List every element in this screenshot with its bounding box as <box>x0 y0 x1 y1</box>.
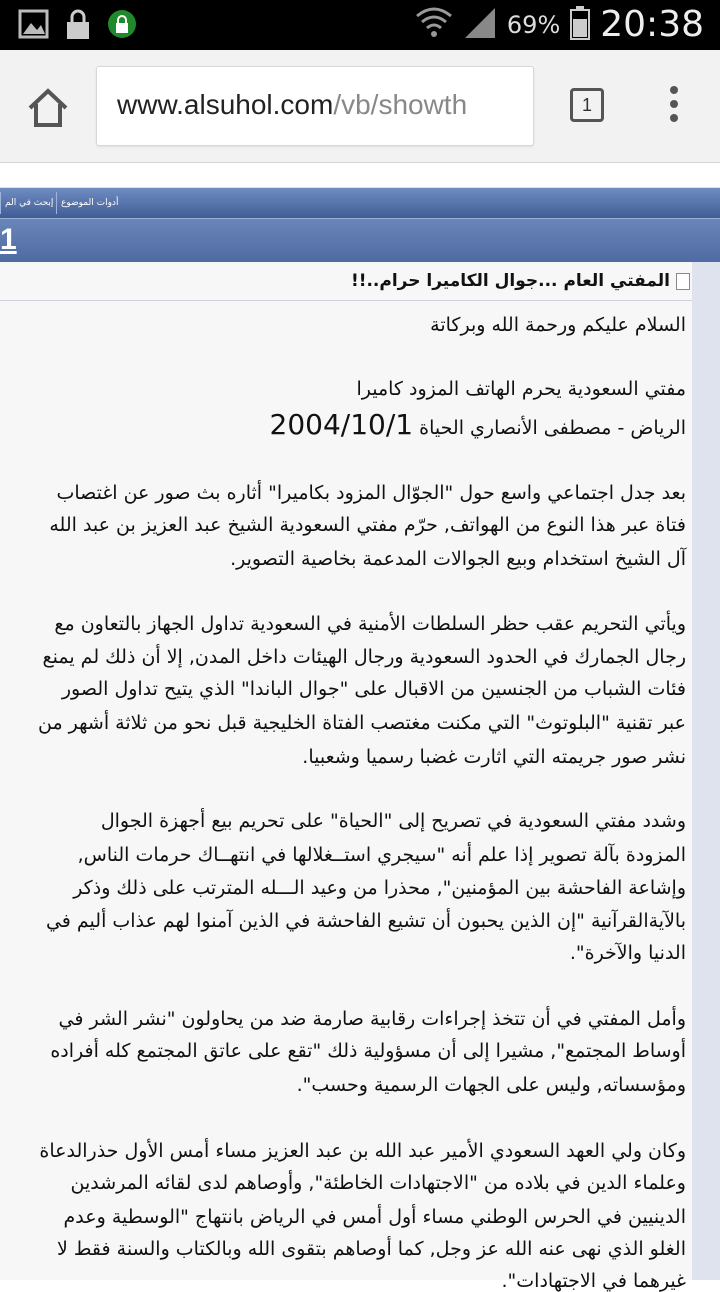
body-line: المزودة بآلة تصوير إذا علم أنه "سيجري استــغلالها في انتهــاك حرمات الناس, <box>77 844 686 866</box>
post-body <box>0 262 692 1292</box>
headline: مفتي السعودية يحرم الهاتف المزود كاميرا <box>356 378 686 400</box>
body-line: وشدد مفتي السعودية في تصريح إلى "الحياة" على تحريم بيع أجهزة الجوال <box>100 810 686 832</box>
body-line: فتاة عبر هذا النوع من الهواتف, حرّم مفتي السعودية الشيخ عبد العزيز بن عبد الله <box>49 514 686 536</box>
body-line: أوساط المجتمع", مشيرا إلى أن مسؤولية ذلك "تقع على عاتق المجتمع كله أفراده <box>50 1040 686 1062</box>
body-line: عبر تقنية "البلوتوث" التي مكنت مغتصب الفتاة الخليجية قبل نحو من ثلاثة أشهر من <box>38 712 686 734</box>
wifi-icon <box>415 6 453 44</box>
body-line: نشر صور جريمته التي اثارت غضبا رسميا وشعبيا. <box>302 746 686 768</box>
body-line: رجال الجمارك في الحدود السعودية ورجال الهيئات داخل المدن, إلا أن ذلك لم يمنع <box>42 646 686 668</box>
body-line: الدينيين في الحرس الوطني مساء أول أمس في الرياض بانتهاج "الوسطية وعدم <box>63 1206 686 1228</box>
battery-icon <box>570 6 590 44</box>
body-line: ومؤسساته, وليس على الجهات الرسمية وحسب". <box>296 1074 686 1096</box>
battery-percent: 69% <box>506 10 561 39</box>
body-line: فئات الشباب من الجنسين من الاقبال على "جوال الباندا" الذي يتيح تداول الصور <box>61 678 686 700</box>
body-line: غيرهما في الاجتهادات". <box>501 1270 686 1292</box>
body-line: وإشاعة الفاحشة بين المؤمنين", محذرا من وعيد الـــله المترتب على ذلك وذكر <box>73 877 686 899</box>
image-icon <box>18 8 50 44</box>
body-line: وأمل المفتي في أن تتخذ إجراءات رقابية صارمة ضد من يحاولون "نشر الشر في <box>58 1008 686 1030</box>
post-title <box>351 271 690 291</box>
vpn-lock-icon <box>106 8 138 44</box>
overflow-menu-button[interactable] <box>664 86 684 126</box>
page-top-strip <box>0 163 720 188</box>
post-header-bar <box>0 218 720 263</box>
signal-icon <box>463 6 497 44</box>
body-line: الدنيا والآخرة". <box>569 942 686 964</box>
clock: 20:38 <box>600 4 704 45</box>
search-thread-button[interactable]: إبحث في الم <box>0 192 57 214</box>
url-bar[interactable] <box>96 66 534 146</box>
byline: الرياض - مصطفى الأنصاري الحياة <box>419 417 686 439</box>
body-line: الغلو الذي نهى عنه الله عز وجل, كما أوصاهم بتقوى الله وبالكتاب والسنة فقط لا <box>56 1238 686 1260</box>
url-text <box>117 89 467 121</box>
browser-toolbar <box>0 50 720 163</box>
greeting: السلام عليكم ورحمة الله وبركاتة <box>430 314 686 336</box>
document-icon <box>676 273 690 290</box>
body-line: ويأتي التحريم عقب حظر السلطات الأمنية في السعودية تداول الجهاز بالتعاون مع <box>54 613 686 635</box>
body-line: آل الشيخ استخدام وبيع الجوالات المدعمة بخاصية التصوير. <box>230 548 686 570</box>
status-bar-left <box>18 8 138 44</box>
status-bar <box>0 0 720 50</box>
forum-toolbar <box>0 188 720 218</box>
lock-icon <box>64 8 92 44</box>
byline-row <box>270 408 686 441</box>
status-bar-right <box>415 4 704 45</box>
post-title-text: المفتي العام ...جوال الكاميرا حرام..!! <box>350 271 670 291</box>
thread-tools-button[interactable]: أدوات الموضوع <box>56 192 122 214</box>
home-icon <box>24 84 72 132</box>
url-path: /vb/showth <box>333 89 468 120</box>
post-number-link[interactable]: 1 <box>0 223 17 256</box>
right-gutter <box>692 262 720 1280</box>
body-line: وعلماء الدين في بلاده من "الاجتهادات الخاطئة", وأوصاهم لدى لقائه المرشدين <box>70 1172 686 1194</box>
url-domain: www.alsuhol.com <box>117 89 334 120</box>
body-line: بعد جدل اجتماعي واسع حول "الجوّال المزود بكاميرا" أثاره بث صور عن اغتصاب <box>56 482 686 504</box>
tab-switcher-button[interactable]: 1 <box>570 88 604 122</box>
body-line: بالآيةالقرآنية "إن الذين يحبون أن تشيع الفاحشة في الذين آمنوا لهم عذاب أليم في <box>45 910 686 932</box>
home-button[interactable] <box>24 84 72 132</box>
body-line: وكان ولي العهد السعودي الأمير عبد الله بن عبد العزيز مساء أمس الأول حذرالدعاة <box>39 1140 686 1162</box>
post-date: 2004/10/1 <box>269 408 414 441</box>
title-divider <box>0 300 692 301</box>
